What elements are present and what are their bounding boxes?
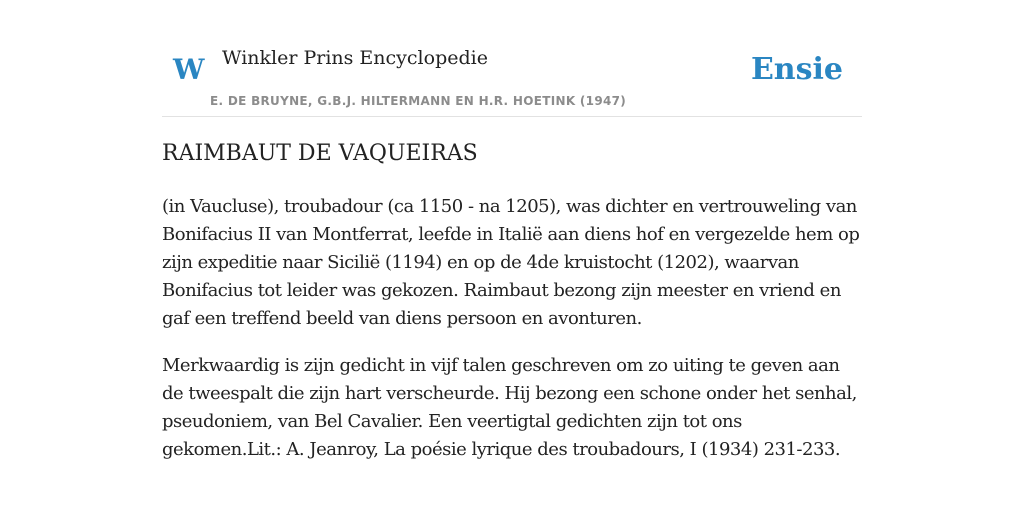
article-title: RAIMBAUT DE VAQUEIRAS bbox=[162, 141, 478, 166]
article-paragraph: (in Vaucluse), troubadour (ca 1150 - na 1205), was dichter en vertrouweling van Bonifacius II van Montferrat, leefde in Italië aan diens hof en vergezelde hem op zijn expeditie naar Sicilië (1194) en op de 4de kruistocht (1202), waarvan Bonifacius tot leider was gekozen. Raimbaut bezong zijn meester en vriend en gaf een treffend beeld van diens persoon en avonturen. bbox=[162, 196, 860, 329]
encyclopedia-title[interactable]: Winkler Prins Encyclopedie bbox=[222, 47, 488, 69]
article bbox=[162, 138, 862, 483]
ensie-logo[interactable]: Ensie bbox=[750, 52, 843, 87]
encyclopedia-authors: E. DE BRUYNE, G.B.J. HILTERMANN EN H.R. HOETINK (1947) bbox=[210, 94, 627, 108]
encyclopedia-header bbox=[162, 0, 862, 117]
article-paragraph: Merkwaardig is zijn gedicht in vijf talen geschreven om zo uiting te geven aan de tweespalt die zijn hart verscheurde. Hij bezong een schone onder het senhal, pseudoniem, van Bel Cavalier. Een veertigtal gedichten zijn tot ons gekomen.Lit.: A. Jeanroy, La poésie lyrique des troubadours, I (1934) 231-233. bbox=[162, 355, 857, 460]
winkler-prins-logo[interactable]: W bbox=[173, 53, 205, 86]
